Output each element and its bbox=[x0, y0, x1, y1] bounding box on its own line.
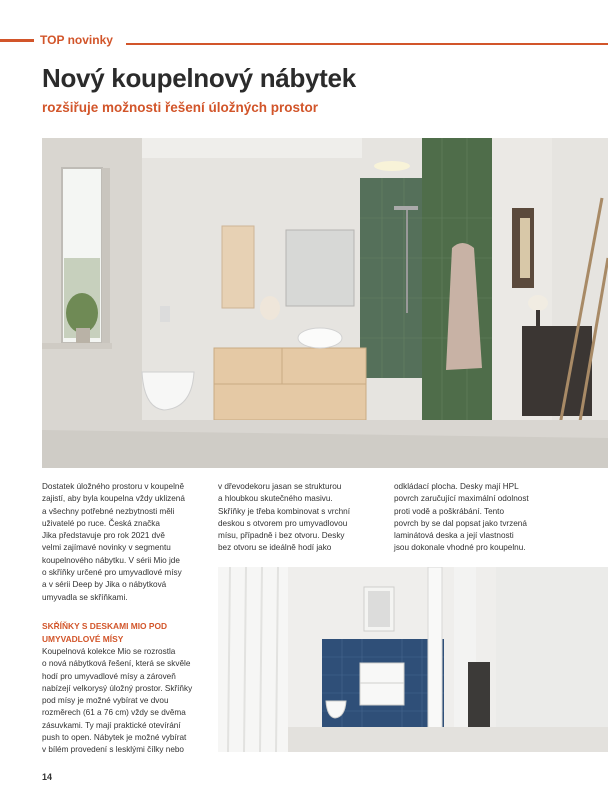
bathroom-photo bbox=[42, 138, 608, 468]
bathroom-photo-secondary bbox=[218, 567, 608, 752]
article-title: Nový koupelnový nábytek bbox=[42, 63, 356, 93]
body-column-3: odkládací plocha. Desky mají HPL povrch zaručující maximální odolnost proti vodě a poškrábání. Tento povrch by se dal popsat jako tvrzená laminátová deska a její vlastnosti jsou dokonale vhodné pro koupelnu. bbox=[394, 482, 529, 553]
section-bar-accent bbox=[0, 39, 34, 42]
page-number: 14 bbox=[42, 772, 53, 782]
article-subtitle: rozšiřuje možnosti řešení úložných prostor bbox=[42, 100, 319, 115]
body-column-1: Dostatek úložného prostoru v koupelně zajistí, aby byla koupelna vždy uklizená a všechny potřebné nezbytnosti měli uživatelé po ruce. Česká značka Jika představuje pro rok 2021 dvě velmi zajímavé novinky v segmentu koupelnového nábytku. V sérii Mio jde o skříňky určené pro umyvadlové mísy a v sérii Deep by Jika o nábytková umyvadla se skříňkami. bbox=[42, 482, 185, 602]
section-label: TOP novinky bbox=[40, 33, 113, 47]
section-divider bbox=[126, 43, 608, 45]
section-subheading: SKŘÍŇKY S DESKAMI MIO POD UMYVADLOVÉ MÍSY bbox=[42, 621, 168, 644]
body-column-1-continued: Koupelnová kolekce Mio se rozrostla o nová nábytková řešení, která se skvěle hodí pro umyvadlové mísy a zároveň nabízejí velkorysý úložný prostor. Skříňky pod mísy je možné vybírat ve dvou rozměrech (61 a 76 cm) vždy se dvěma zásuvkami. Ty mají praktické otevírání push to open. Nábytek je možné vybírat v bílém provedení s lesklými čílky nebo bbox=[42, 647, 193, 755]
body-column-2: v dřevodekoru jasan se strukturou a hloubkou skutečného masivu. Skříňky je třeba kombinovat s vrchní deskou s otvorem pro umyvadlovou mísu, případně i bez otvoru. Desky bez otvoru se ideálně hodí jako bbox=[218, 482, 350, 553]
